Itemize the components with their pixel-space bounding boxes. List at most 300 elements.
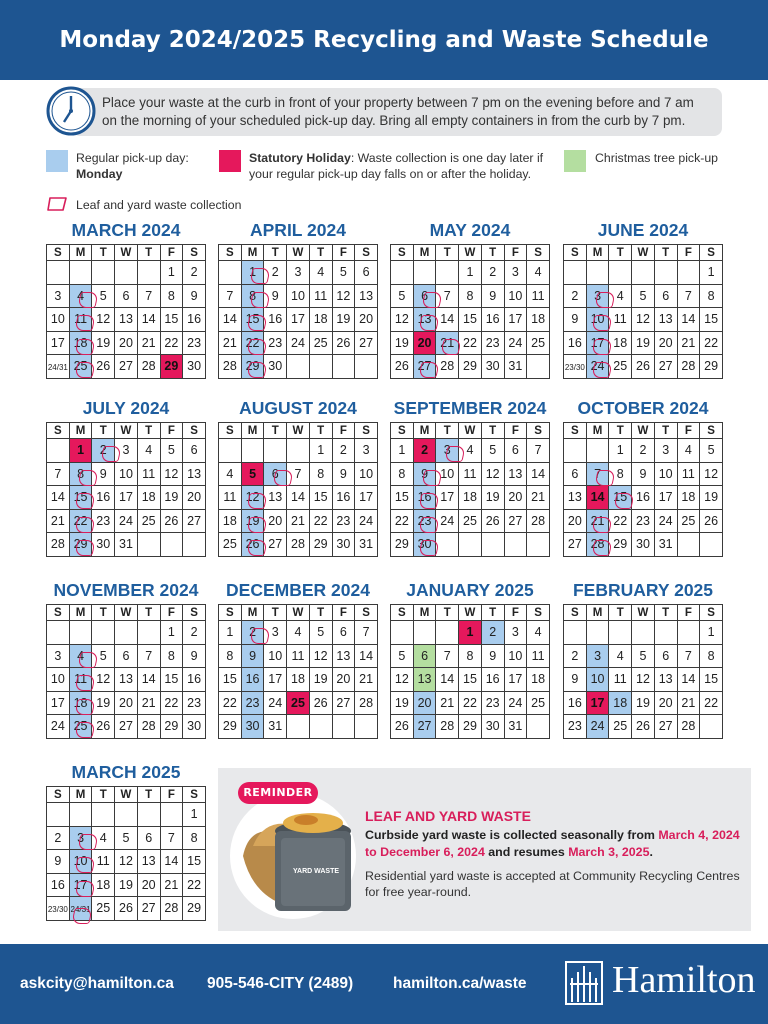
day-cell	[700, 439, 723, 463]
day-cell	[527, 509, 550, 533]
weekday-header: S	[183, 423, 206, 439]
day-number: 12	[704, 466, 719, 481]
day-number: 7	[226, 288, 234, 303]
day-cell	[436, 509, 459, 533]
weekday-header: T	[654, 423, 677, 439]
day-number: 18	[531, 312, 546, 327]
day-cell	[586, 486, 609, 510]
day-number: 28	[531, 513, 546, 528]
footer-brand: Hamilton	[612, 959, 756, 1001]
day-number: 25	[73, 359, 88, 374]
weekday-header: F	[504, 423, 527, 439]
weekday-header: S	[527, 245, 550, 261]
day-number: 2	[54, 830, 62, 845]
day-number: 22	[463, 695, 477, 710]
day-number: 6	[145, 830, 153, 845]
day-cell	[287, 691, 310, 715]
day-number: 1	[317, 443, 325, 458]
day-number: 14	[359, 648, 374, 663]
day-number: 28	[681, 719, 696, 734]
day-cell	[564, 715, 587, 739]
day-number: 7	[294, 466, 302, 481]
day-number: 21	[50, 513, 65, 528]
weekday-header: T	[309, 423, 332, 439]
day-cell	[700, 644, 723, 668]
day-cell	[183, 715, 206, 739]
day-number: 8	[466, 648, 474, 663]
day-number: 6	[662, 648, 670, 663]
day-cell	[92, 897, 115, 921]
day-number: 26	[164, 513, 179, 528]
day-cell	[504, 331, 527, 355]
day-cell	[413, 439, 436, 463]
day-number: 17	[508, 672, 523, 687]
weekday-header: S	[700, 423, 723, 439]
day-cell	[332, 509, 355, 533]
day-cell	[183, 355, 206, 379]
day-cell	[92, 486, 115, 510]
empty-day-cell	[160, 533, 183, 557]
day-number: 27	[567, 537, 582, 552]
day-cell	[632, 668, 655, 692]
day-number: 1	[707, 265, 715, 280]
day-cell	[355, 691, 378, 715]
day-number: 4	[145, 443, 153, 458]
day-number: 4	[99, 830, 107, 845]
day-cell	[160, 261, 183, 285]
day-cell	[92, 691, 115, 715]
weekday-header: T	[481, 605, 504, 621]
day-cell	[332, 668, 355, 692]
day-cell	[677, 331, 700, 355]
day-cell	[586, 691, 609, 715]
weekday-header: W	[632, 605, 655, 621]
day-number: 27	[417, 359, 432, 374]
day-number: 17	[50, 695, 65, 710]
day-number: 8	[249, 288, 257, 303]
day-cell	[677, 691, 700, 715]
day-number: 4	[684, 443, 692, 458]
day-cell	[137, 715, 160, 739]
day-cell	[632, 533, 655, 557]
day-cell	[92, 644, 115, 668]
day-number: 1	[77, 443, 85, 458]
day-cell	[586, 308, 609, 332]
day-cell	[355, 439, 378, 463]
day-number: 29	[164, 359, 179, 374]
day-number: 5	[398, 648, 406, 663]
day-cell	[287, 533, 310, 557]
day-number: 21	[164, 877, 179, 892]
day-number: 11	[74, 672, 88, 687]
day-cell	[264, 533, 287, 557]
day-number: 30	[187, 719, 202, 734]
day-number: 2	[249, 625, 257, 640]
empty-day-cell	[632, 261, 655, 285]
day-number: 15	[245, 312, 260, 327]
day-cell	[309, 486, 332, 510]
day-cell	[391, 509, 414, 533]
day-number: 7	[167, 830, 175, 845]
bin-label: YARD WASTE	[292, 868, 340, 875]
day-number: 8	[226, 648, 234, 663]
day-cell	[160, 621, 183, 645]
day-number: 26	[704, 513, 719, 528]
day-number: 26	[313, 695, 328, 710]
day-number: 13	[417, 672, 432, 687]
day-cell	[183, 668, 206, 692]
weekday-header: M	[413, 245, 436, 261]
day-number: 9	[249, 648, 257, 663]
day-number: 21	[590, 513, 605, 528]
day-cell	[677, 355, 700, 379]
day-cell	[69, 897, 92, 921]
day-number: 22	[73, 513, 88, 528]
day-cell	[241, 668, 264, 692]
weekday-header: T	[264, 605, 287, 621]
day-number: 19	[164, 490, 179, 505]
empty-day-cell	[69, 621, 92, 645]
day-cell	[69, 509, 92, 533]
p1-e: .	[649, 845, 653, 859]
weekday-header: T	[92, 787, 115, 803]
day-number: 5	[707, 443, 715, 458]
day-cell	[264, 691, 287, 715]
day-number: 5	[639, 288, 647, 303]
day-number: 10	[440, 466, 455, 481]
weekday-header: T	[92, 605, 115, 621]
day-number: 29	[187, 901, 202, 916]
weekday-header: S	[355, 605, 378, 621]
day-cell	[69, 668, 92, 692]
day-cell	[115, 331, 138, 355]
day-cell	[527, 486, 550, 510]
day-number: 10	[359, 466, 374, 481]
legend-holiday	[249, 150, 549, 182]
day-number: 5	[99, 288, 107, 303]
day-number: 15	[187, 854, 202, 869]
day-number: 23	[336, 513, 351, 528]
day-number: 9	[421, 466, 429, 481]
day-number: 16	[187, 312, 202, 327]
empty-day-cell	[137, 621, 160, 645]
day-cell	[413, 355, 436, 379]
day-cell	[700, 284, 723, 308]
weekday-header: T	[137, 787, 160, 803]
day-number: 14	[141, 672, 156, 687]
day-number: 17	[119, 490, 133, 505]
day-cell	[160, 284, 183, 308]
day-cell	[183, 439, 206, 463]
empty-day-cell	[309, 715, 332, 739]
day-cell	[137, 509, 160, 533]
day-number: 1	[398, 443, 406, 458]
day-number: 15	[463, 672, 477, 687]
day-number: 26	[119, 901, 133, 916]
day-cell	[47, 462, 70, 486]
day-number: 9	[571, 672, 579, 687]
day-cell	[183, 462, 206, 486]
day-cell	[92, 533, 115, 557]
day-number: 17	[508, 312, 523, 327]
day-number: 1	[167, 265, 175, 280]
day-number: 26	[485, 513, 500, 528]
day-cell	[137, 331, 160, 355]
footer-web-link[interactable]: hamilton.ca/waste	[393, 975, 527, 992]
day-cell	[391, 644, 414, 668]
day-number: 21	[440, 335, 455, 350]
day-cell	[241, 331, 264, 355]
day-cell	[609, 284, 632, 308]
day-cell	[436, 331, 459, 355]
day-number: 12	[336, 288, 351, 303]
day-cell	[504, 486, 527, 510]
day-number: 14	[681, 672, 696, 687]
day-cell	[69, 850, 92, 874]
weekday-header: T	[481, 245, 504, 261]
weekday-header: T	[654, 605, 677, 621]
day-number: 15	[164, 312, 179, 327]
day-number: 8	[167, 648, 175, 663]
day-cell	[413, 533, 436, 557]
day-number: 3	[511, 265, 519, 280]
day-number: 14	[440, 312, 455, 327]
day-cell	[391, 355, 414, 379]
weekday-header: M	[241, 605, 264, 621]
day-number: 16	[245, 672, 260, 687]
day-number: 11	[74, 312, 88, 327]
legend-regular	[76, 150, 206, 182]
empty-day-cell	[586, 439, 609, 463]
day-cell	[264, 715, 287, 739]
day-cell	[183, 509, 206, 533]
weekday-header: T	[137, 423, 160, 439]
day-number: 9	[271, 288, 279, 303]
leaf-outline-icon	[46, 195, 68, 213]
weekday-header: W	[115, 787, 138, 803]
day-cell	[160, 331, 183, 355]
day-cell	[92, 715, 115, 739]
weekday-header: S	[183, 787, 206, 803]
day-number: 4	[77, 648, 85, 663]
day-number: 9	[489, 288, 497, 303]
calendar-title: JULY 2024	[82, 398, 170, 418]
day-cell	[219, 715, 242, 739]
day-number: 16	[50, 877, 65, 892]
day-cell	[287, 668, 310, 692]
day-number: 5	[249, 466, 257, 481]
day-cell	[47, 308, 70, 332]
day-number: 11	[613, 312, 627, 327]
day-cell	[609, 439, 632, 463]
day-cell	[92, 668, 115, 692]
day-cell	[241, 715, 264, 739]
weekday-header: T	[137, 605, 160, 621]
day-number: 8	[167, 288, 175, 303]
day-cell	[564, 355, 587, 379]
day-number: 21	[681, 335, 696, 350]
day-number: 11	[96, 854, 110, 869]
day-cell	[264, 486, 287, 510]
day-cell	[481, 509, 504, 533]
day-cell	[160, 308, 183, 332]
day-number: 14	[590, 490, 605, 505]
empty-day-cell	[309, 355, 332, 379]
day-cell	[264, 331, 287, 355]
day-cell	[47, 715, 70, 739]
day-number: 2	[339, 443, 347, 458]
day-cell	[160, 715, 183, 739]
day-cell	[355, 284, 378, 308]
calendar-title: JANUARY 2025	[406, 580, 534, 600]
day-number: 7	[443, 288, 451, 303]
legend-holiday-title: Statutory Holiday	[249, 151, 351, 165]
weekday-header: T	[309, 245, 332, 261]
day-number: 18	[291, 672, 305, 687]
day-number: 17	[590, 695, 605, 710]
empty-day-cell	[115, 803, 138, 827]
day-number: 27	[508, 513, 523, 528]
day-cell	[609, 644, 632, 668]
empty-day-cell	[391, 621, 414, 645]
day-cell	[264, 668, 287, 692]
day-number: 9	[571, 312, 579, 327]
day-cell	[115, 873, 138, 897]
day-cell	[481, 331, 504, 355]
day-number: 19	[394, 335, 409, 350]
day-number: 25	[141, 513, 156, 528]
empty-day-cell	[137, 803, 160, 827]
day-number: 22	[187, 877, 202, 892]
day-cell	[137, 284, 160, 308]
weekday-header: F	[504, 245, 527, 261]
day-number: 31	[658, 537, 673, 552]
weekday-header: M	[69, 245, 92, 261]
day-cell	[355, 509, 378, 533]
day-cell	[459, 668, 482, 692]
day-number: 27	[336, 695, 351, 710]
empty-day-cell	[160, 803, 183, 827]
day-number: 9	[99, 466, 107, 481]
day-number: 21	[141, 695, 156, 710]
day-cell	[47, 533, 70, 557]
weekday-header: F	[677, 605, 700, 621]
day-number: 2	[190, 265, 198, 280]
empty-day-cell	[391, 261, 414, 285]
day-number: 12	[313, 648, 328, 663]
day-cell	[481, 439, 504, 463]
day-number: 28	[50, 537, 65, 552]
day-cell	[137, 873, 160, 897]
day-cell	[504, 668, 527, 692]
day-cell	[219, 486, 242, 510]
day-number: 28	[440, 359, 455, 374]
day-number: 30	[485, 359, 500, 374]
day-number: 16	[187, 672, 202, 687]
empty-day-cell	[219, 261, 242, 285]
day-cell	[332, 462, 355, 486]
day-cell	[632, 284, 655, 308]
footer-phone-link[interactable]: 905-546-CITY (2489)	[207, 975, 354, 992]
day-number: 1	[226, 625, 234, 640]
day-number: 13	[658, 312, 673, 327]
day-cell	[183, 691, 206, 715]
day-number: 19	[485, 490, 500, 505]
empty-day-cell	[436, 533, 459, 557]
day-cell	[160, 439, 183, 463]
day-number: 31	[359, 537, 374, 552]
day-number: 19	[394, 695, 409, 710]
day-number: 15	[164, 672, 179, 687]
weekday-header: W	[459, 245, 482, 261]
day-cell	[504, 509, 527, 533]
day-cell	[241, 261, 264, 285]
day-number: 18	[613, 335, 628, 350]
reminder-paragraph-2: Residential yard waste is accepted at Community Recycling Centres for free year-round.	[365, 869, 740, 899]
day-number: 28	[141, 719, 156, 734]
day-cell	[527, 691, 550, 715]
day-cell	[47, 873, 70, 897]
day-number: 11	[291, 648, 305, 663]
empty-day-cell	[413, 261, 436, 285]
day-number: 29	[164, 719, 179, 734]
day-number: 18	[531, 672, 546, 687]
day-number: 28	[141, 359, 156, 374]
day-cell	[609, 509, 632, 533]
day-cell	[436, 462, 459, 486]
day-cell	[309, 691, 332, 715]
day-cell	[137, 486, 160, 510]
day-cell	[481, 284, 504, 308]
day-number: 24	[590, 719, 605, 734]
day-cell	[160, 668, 183, 692]
day-number: 8	[77, 466, 85, 481]
calendar-title: MARCH 2024	[71, 220, 181, 240]
weekday-header: S	[527, 605, 550, 621]
day-number: 14	[440, 672, 455, 687]
day-cell	[564, 284, 587, 308]
day-number: 16	[417, 490, 432, 505]
reminder-panel	[218, 768, 751, 931]
day-number: 7	[54, 466, 62, 481]
day-cell	[332, 533, 355, 557]
day-number: 12	[394, 672, 409, 687]
footer-email-link[interactable]: askcity@hamilton.ca	[20, 975, 174, 992]
day-number: 28	[359, 695, 374, 710]
day-cell	[527, 439, 550, 463]
weekday-header: S	[47, 245, 70, 261]
day-number: 17	[440, 490, 455, 505]
day-cell	[654, 509, 677, 533]
day-number: 30	[485, 719, 500, 734]
day-cell	[219, 462, 242, 486]
day-number: 13	[119, 312, 133, 327]
day-number: 8	[707, 648, 715, 663]
day-number: 12	[636, 312, 650, 327]
day-cell	[160, 486, 183, 510]
day-cell	[459, 715, 482, 739]
day-cell	[481, 308, 504, 332]
day-cell	[391, 308, 414, 332]
day-cell	[654, 439, 677, 463]
day-number: 24	[291, 335, 305, 350]
day-cell	[47, 691, 70, 715]
weekday-header: T	[264, 245, 287, 261]
day-number: 2	[99, 443, 107, 458]
day-number: 13	[268, 490, 283, 505]
day-cell	[564, 509, 587, 533]
p1-resume-date: March 3, 2025	[568, 845, 650, 859]
